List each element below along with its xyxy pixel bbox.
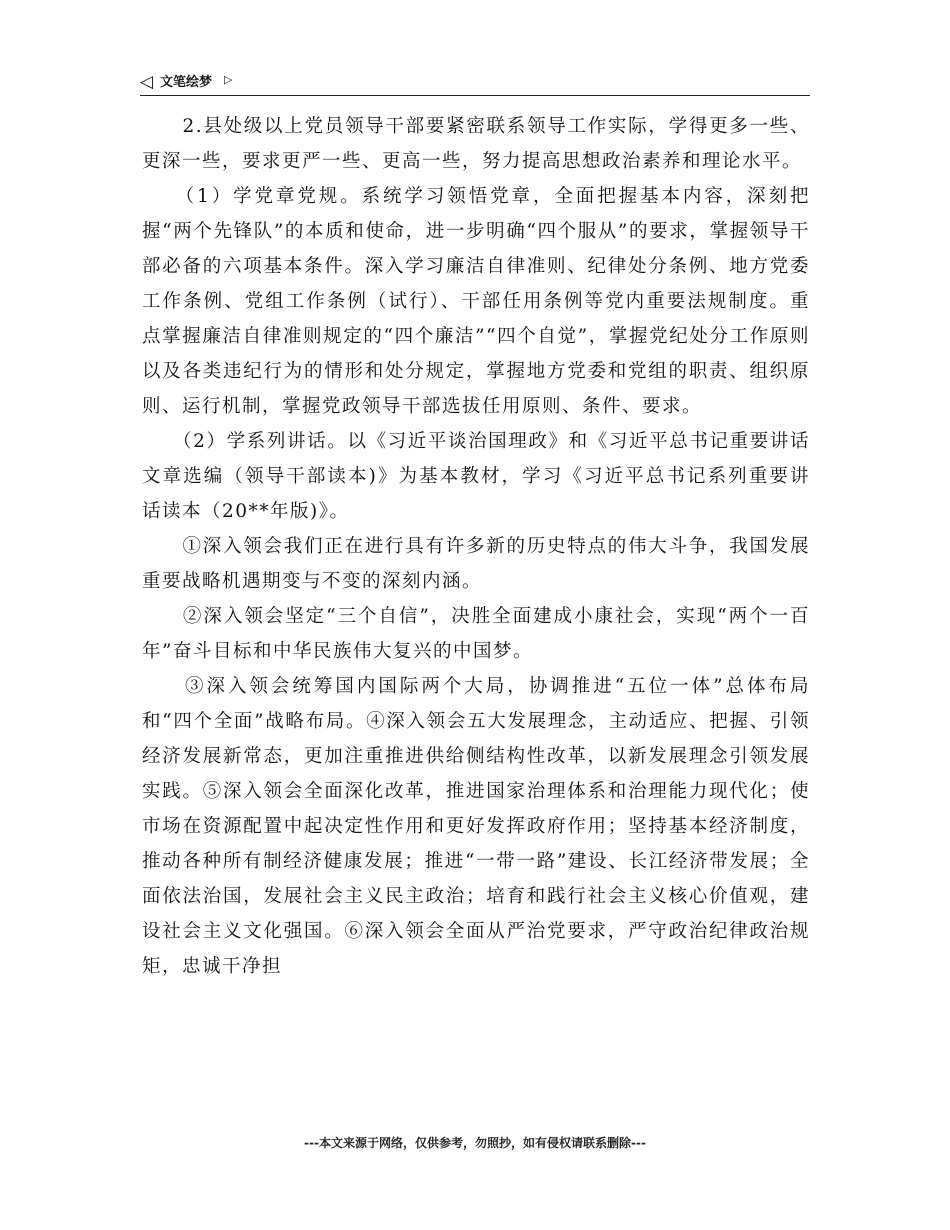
document-body xyxy=(142,109,810,984)
paragraph: ③深入领会统筹国内国际两个大局，协调推进“五位一体”总体布局和“四个全面”战略布局。④深入领会五大发展理念，主动适应、把握、引领经济发展新常态，更加注重推进供给侧结构性改革，以新发展理念引领发展实践。⑤深入领会全面深化改革，推进国家治理体系和治理能力现代化；使市场在资源配置中起决定性作用和更好发挥政府作用；坚持基本经济制度，推动各种所有制经济健康发展；推进“一带一路”建设、长江经济带发展；全面依法治国，发展社会主义民主政治；培育和践行社会主义核心价值观，建设社会主义文化强国。⑥深入领会全面从严治党要求，严守政治纪律政治规矩，忠诚干净担 xyxy=(142,676,810,977)
header-divider xyxy=(140,95,810,96)
footer-disclaimer: ---本文来源于网络，仅供参考，勿照抄，如有侵权请联系删除--- xyxy=(304,1136,646,1150)
left-triangle-icon: ◁ xyxy=(140,72,154,92)
page-header xyxy=(140,72,810,96)
header-title: 文笔绘梦 xyxy=(160,75,213,90)
paragraph: （2）学系列讲话。以《习近平谈治国理政》和《习近平总书记重要讲话文章选编（领导干部读本)》为基本教材，学习《习近平总书记系列重要讲话读本（20**年版)》。 xyxy=(142,431,810,522)
right-triangle-icon: ▷ xyxy=(224,73,233,86)
paragraph: ②深入领会坚定“三个自信”，决胜全面建成小康社会，实现“两个一百年”奋斗目标和中华民族伟大复兴的中国梦。 xyxy=(142,606,810,662)
paragraph: 2.县处级以上党员领导干部要紧密联系领导工作实际，学得更多一些、更深一些，要求更严一些、更高一些，努力提高思想政治素养和理论水平。 xyxy=(142,116,810,172)
paragraph: ①深入领会我们正在进行具有许多新的历史特点的伟大斗争，我国发展重要战略机遇期变与不变的深刻内涵。 xyxy=(142,536,810,592)
paragraph: （1）学党章党规。系统学习领悟党章，全面把握基本内容，深刻把握“两个先锋队”的本质和使命，进一步明确“四个服从”的要求，掌握领导干部必备的六项基本条件。深入学习廉洁自律准则、纪律处分条例、地方党委工作条例、党组工作条例（试行）、干部任用条例等党内重要法规制度。重点掌握廉洁自律准则规定的“四个廉洁”“四个自觉”，掌握党纪处分工作原则以及各类违纪行为的情形和处分规定，掌握地方党委和党组的职责、组织原则、运行机制，掌握党政领导干部选拔任用原则、条件、要求。 xyxy=(142,186,810,417)
